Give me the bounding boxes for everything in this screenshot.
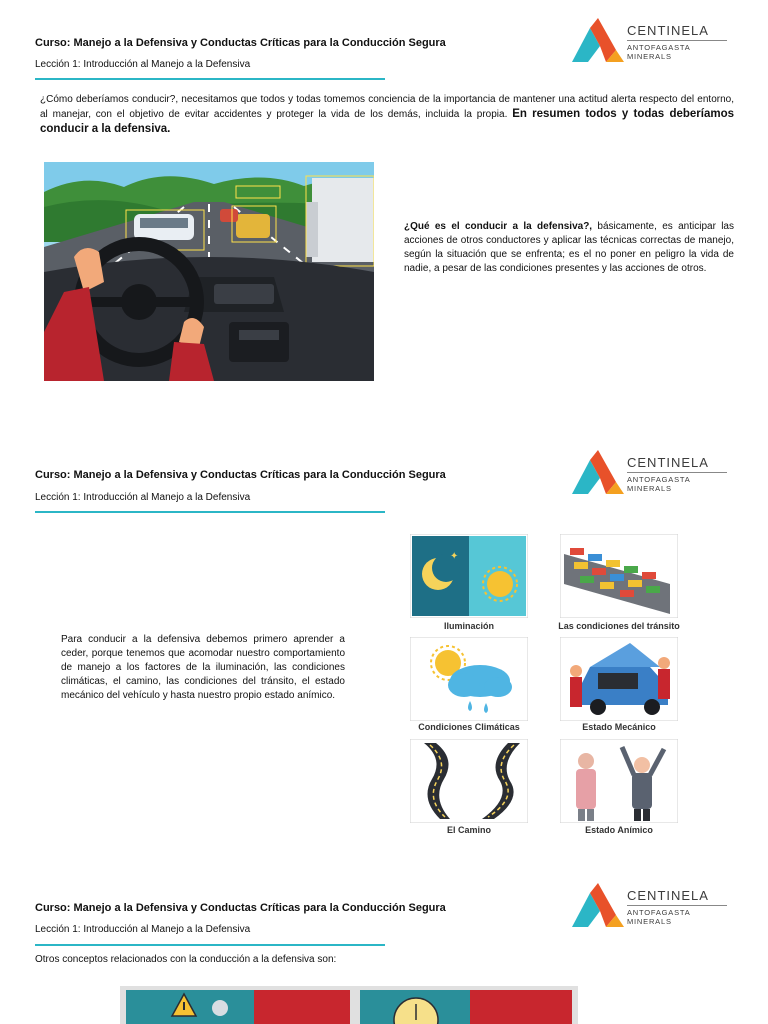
logo-subtitle: ANTOFAGASTA MINERALS bbox=[627, 472, 727, 493]
logo-subtitle: ANTOFAGASTA MINERALS bbox=[627, 40, 727, 61]
factors-paragraph: Para conducir a la defensiva debemos primero aprender a ceder, porque tenemos que acomodar nuestro comportamiento de manejo a los factores de la iluminación, las condiciones climáticas, el camino, las condiciones del tránsito, el estado mecánico del vehículo y hasta nuestro propio estado anímico. bbox=[61, 634, 345, 701]
concepts-intro: Otros conceptos relacionados con la conducción a la defensiva son: bbox=[35, 954, 337, 965]
header-divider bbox=[35, 944, 385, 946]
course-title: Curso: Manejo a la Defensiva y Conductas Críticas para la Conducción Segura bbox=[35, 37, 446, 49]
lesson-title: Lección 1: Introducción al Manejo a la Defensiva bbox=[35, 492, 251, 503]
intro-text: ¿Cómo deberíamos conducir?, necesitamos que todos y todas tomemos conciencia de la importancia de mantener una actitud alerta respecto del entorno, al manejar, con el objetivo de evitar accidentes y proteger la vida de los demás, incluida la propia. bbox=[40, 94, 734, 120]
factor-label-mecanico: Estado Mecánico bbox=[582, 722, 656, 732]
logo-brand: CENTINELA bbox=[627, 23, 709, 38]
factor-label-transito: Las condiciones del tránsito bbox=[558, 621, 680, 631]
intro-bold-text: En resumen todos y todas deberíamos conducir a la defensiva. bbox=[40, 108, 735, 135]
lesson-title: Lección 1: Introducción al Manejo a la Defensiva bbox=[35, 59, 251, 70]
concept-card-warning-icon bbox=[120, 986, 356, 1024]
definition-question: ¿Qué es el conducir a la defensiva?, bbox=[404, 221, 593, 232]
svg-text:✦: ✦ bbox=[450, 551, 459, 562]
course-title: Curso: Manejo a la Defensiva y Conductas Críticas para la Conducción Segura bbox=[35, 902, 446, 914]
factor-label-iluminacion: Iluminación bbox=[443, 621, 494, 631]
concept-card-clock-icon bbox=[356, 986, 578, 1024]
factor-label-camino: El Camino bbox=[446, 825, 491, 835]
course-title: Curso: Manejo a la Defensiva y Conductas Críticas para la Conducción Segura bbox=[35, 469, 446, 481]
lesson-title: Lección 1: Introducción al Manejo a la Defensiva bbox=[35, 924, 251, 935]
definition-answer: básicamente, es anticipar las acciones de otros conductores y aplicar las técnicas correctas de manejo, según la situación que se enfrenta; es el no poner en peligro la vida de nadie, a pesar de las condiciones presentes y las acciones de otros. bbox=[404, 221, 734, 274]
logo-brand: CENTINELA bbox=[627, 455, 709, 470]
logo-subtitle: ANTOFAGASTA MINERALS bbox=[627, 905, 727, 926]
centinela-logo bbox=[570, 883, 740, 929]
logo-mark-icon bbox=[570, 883, 626, 929]
logo-brand: CENTINELA bbox=[627, 888, 709, 903]
factor-label-animico: Estado Anímico bbox=[585, 825, 653, 835]
factor-label-clima: Condiciones Climáticas bbox=[418, 722, 520, 732]
